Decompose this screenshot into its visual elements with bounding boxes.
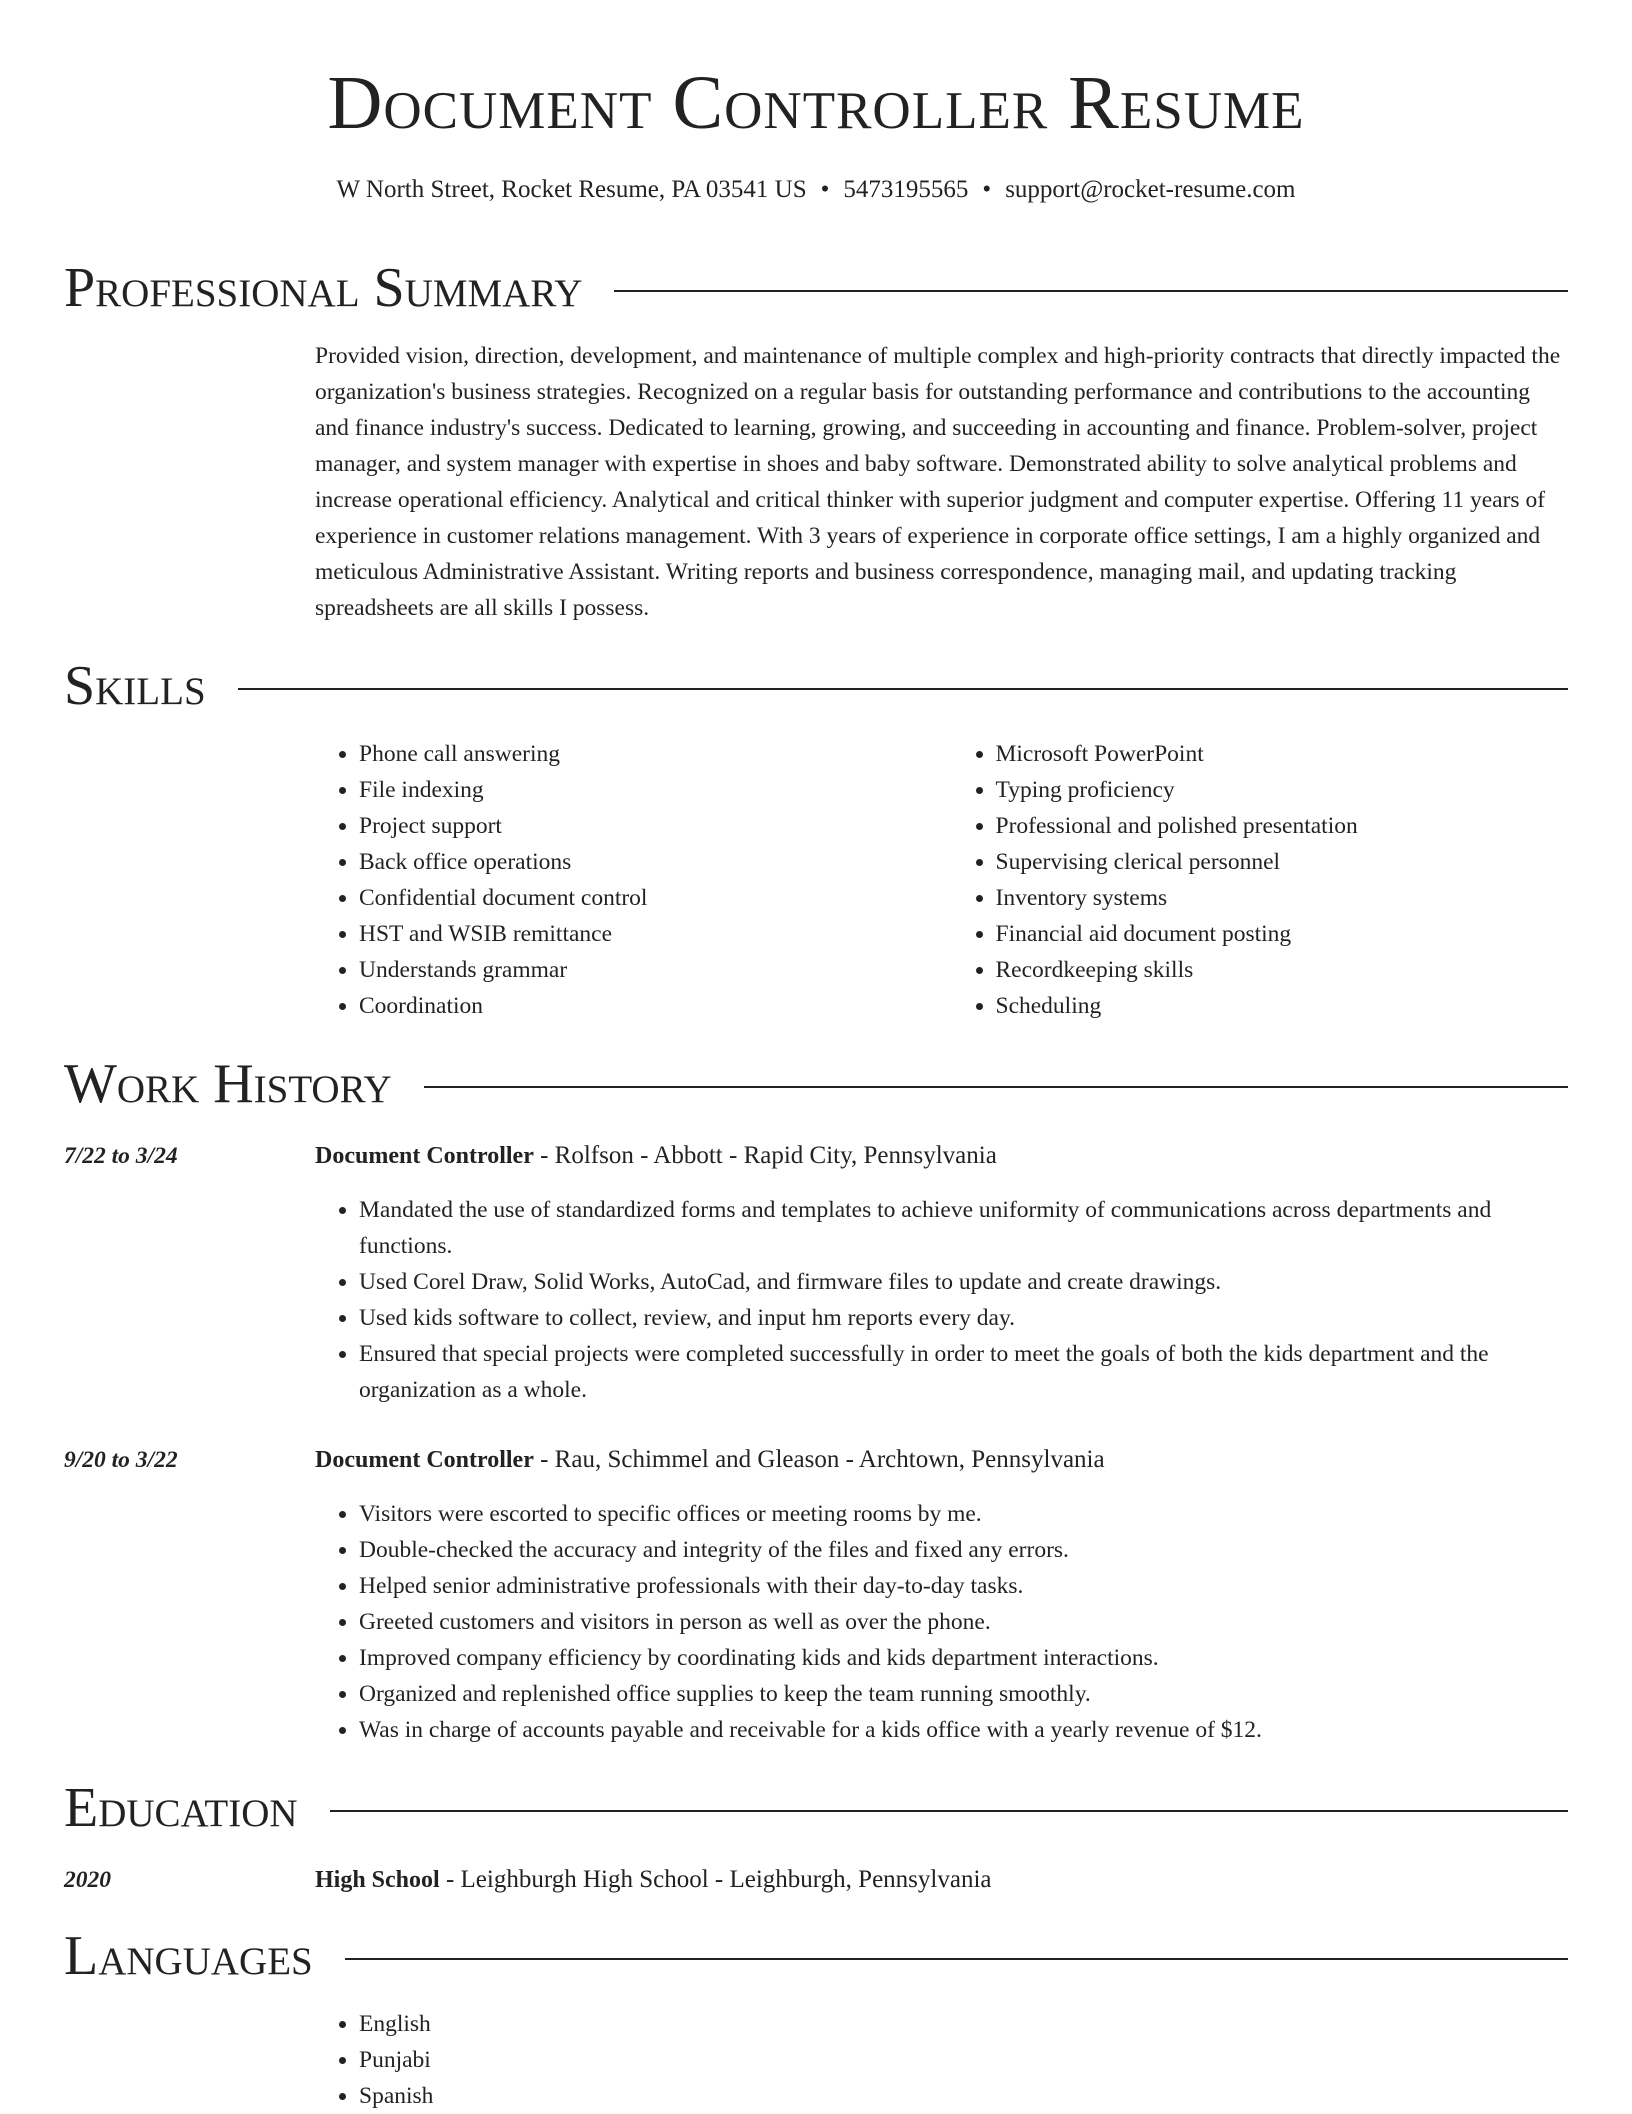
resume-title: Document Controller Resume — [327, 61, 1305, 145]
job-bullet: • Greeted customers and visitors in person as well as over the phone. — [359, 1604, 1568, 1640]
job-company: - Rau, Schimmel and Gleason - Archtown, Pennsylvania — [533, 1446, 1105, 1473]
job-bullet: • Used Corel Draw, Solid Works, AutoCad, and firmware files to update and create drawings. — [359, 1264, 1568, 1300]
contact-address: W North Street, Rocket Resume, PA 03541 US — [336, 176, 807, 203]
job-bullet: • Mandated the use of standardized forms and templates to achieve uniformity of communications across departments and functions. — [359, 1192, 1568, 1264]
section-header-languages — [64, 1924, 1568, 1988]
skill-item: • Confidential document control — [359, 880, 932, 916]
skill-item: • Inventory systems — [996, 880, 1569, 916]
section-title-work: Work History — [64, 1053, 392, 1115]
contact-email: support@rocket-resume.com — [1005, 176, 1296, 203]
job-bullet: • Improved company efficiency by coordinating kids and kids department interactions. — [359, 1640, 1568, 1676]
section-divider — [330, 1810, 1568, 1812]
skill-item: • Project support — [359, 808, 932, 844]
section-title-languages: Languages — [64, 1925, 313, 1987]
job-heading — [315, 1442, 1568, 1478]
job-bullet: • Double-checked the accuracy and integrity of the files and fixed any errors. — [359, 1532, 1568, 1568]
section-title-education: Education — [64, 1777, 298, 1839]
job-bullet: • Visitors were escorted to specific offices or meeting rooms by me. — [359, 1496, 1568, 1532]
job-bullets — [315, 1496, 1568, 1748]
summary-text: Provided vision, direction, development, and maintenance of multiple complex and high-priority contracts that directly impacted the organization's business strategies. Recognized on a regular basis for outstanding performance and contributions to the accounting and finance industry's success. Dedicated to learning, growing, and succeeding in accounting and finance. Problem-solver, project manager, and system manager with expertise in shoes and baby software. Demonstrated ability to solve analytical problems and increase operational efficiency. Analytical and critical thinker with superior judgment and computer expertise. Offering 11 years of experience in customer relations management. With 3 years of experience in corporate office settings, I am a highly organized and meticulous Administrative Assistant. Writing reports and business correspondence, managing mail, and updating tracking spreadsheets are all skills I possess. — [315, 343, 1561, 621]
job-bullet: • Used kids software to collect, review, and input hm reports every day. — [359, 1300, 1568, 1336]
section-title-skills: Skills — [64, 655, 206, 717]
contact-phone: 5473195565 — [843, 176, 969, 203]
section-divider — [345, 1958, 1568, 1960]
skill-item: • Supervising clerical personnel — [996, 844, 1569, 880]
skill-item: • Financial aid document posting — [996, 916, 1569, 952]
skills-list-left — [315, 736, 932, 1024]
section-title-summary: Professional Summary — [64, 257, 583, 319]
languages-list — [315, 2006, 433, 2114]
skill-item: • Understands grammar — [359, 952, 932, 988]
skill-item: • Professional and polished presentation — [996, 808, 1569, 844]
section-divider — [424, 1086, 1568, 1088]
job-title: Document Controller — [315, 1143, 534, 1169]
contact-line — [0, 172, 1632, 208]
skills-list-right — [932, 736, 1569, 1024]
job-company: - Rolfson - Abbott - Rapid City, Pennsylvania — [533, 1142, 997, 1169]
job-bullet: • Helped senior administrative professionals with their day-to-day tasks. — [359, 1568, 1568, 1604]
job-dates: 7/22 to 3/24 — [64, 1143, 178, 1169]
job-dates: 9/20 to 3/22 — [64, 1447, 178, 1473]
job-bullet: • Was in charge of accounts payable and receivable for a kids office with a yearly revenue of $12. — [359, 1712, 1568, 1748]
section-divider — [614, 290, 1568, 292]
contact-separator: • — [820, 176, 830, 203]
section-header-summary — [64, 256, 1568, 320]
skill-item: • Back office operations — [359, 844, 932, 880]
job-title: Document Controller — [315, 1447, 534, 1473]
skill-item: • File indexing — [359, 772, 932, 808]
skill-item: • Recordkeeping skills — [996, 952, 1569, 988]
job-bullet: • Ensured that special projects were completed successfully in order to meet the goals of both the kids department and the organization as a whole. — [359, 1336, 1568, 1408]
education-date: 2020 — [64, 1867, 111, 1893]
language-item: • Punjabi — [359, 2042, 433, 2078]
contact-separator: • — [982, 176, 992, 203]
skill-item: • Typing proficiency — [996, 772, 1569, 808]
language-item: • English — [359, 2006, 433, 2042]
education-school: - Leighburgh High School - Leighburgh, Pennsylvania — [439, 1866, 992, 1893]
skill-item: • Phone call answering — [359, 736, 932, 772]
job-bullet: • Organized and replenished office supplies to keep the team running smoothly. — [359, 1676, 1568, 1712]
section-header-work — [64, 1052, 1568, 1116]
section-header-skills — [64, 654, 1568, 718]
skill-item: • Scheduling — [996, 988, 1569, 1024]
skill-item: • Microsoft PowerPoint — [996, 736, 1569, 772]
skills-grid — [315, 736, 1568, 1024]
language-item: • Spanish — [359, 2078, 433, 2114]
skill-item: • HST and WSIB remittance — [359, 916, 932, 952]
skill-item: • Coordination — [359, 988, 932, 1024]
education-heading — [315, 1862, 1568, 1898]
section-divider — [238, 688, 1568, 690]
section-header-education — [64, 1776, 1568, 1840]
job-heading — [315, 1138, 1568, 1174]
job-bullets — [315, 1192, 1568, 1408]
education-degree: High School — [315, 1867, 440, 1893]
